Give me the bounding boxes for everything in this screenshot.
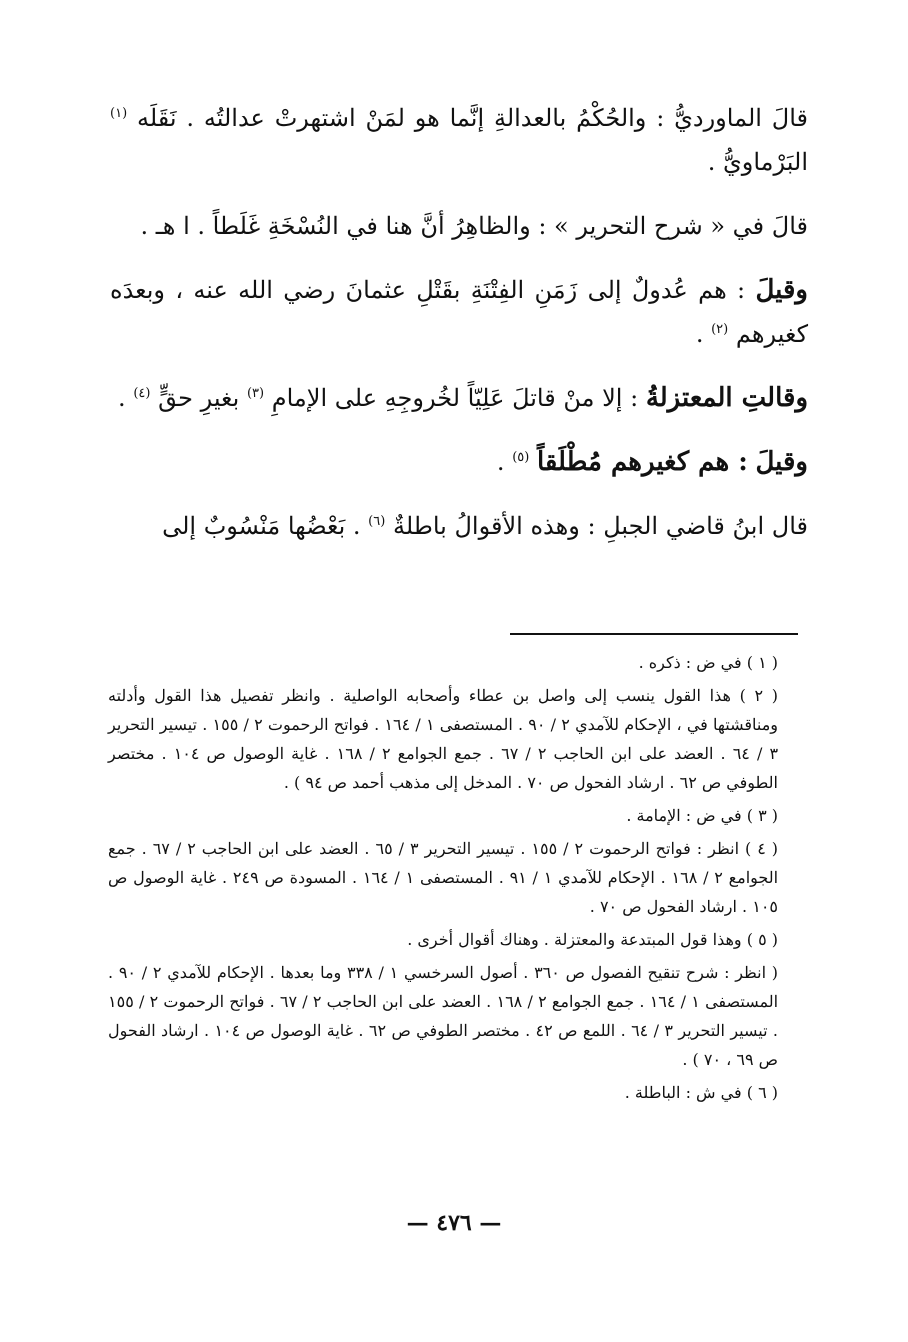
footnote-ref-2: (٢) [711,322,729,337]
paragraph-6 [110,504,808,548]
footnote-1: ( ١ ) في ض : ذكره . [638,653,778,672]
paragraph-3 [110,268,808,356]
paragraph-4 [110,376,808,420]
paragraph-4-tail: . [118,384,126,412]
footnote-ref-1: (١) [110,106,128,121]
paragraph-1-tail: البَرْماويُّ . [707,148,808,176]
footnote-ref-5: (٥) [512,450,530,465]
paragraph-5-lead: وقيلَ [755,447,808,477]
paragraph-2-text: قالَ في « شرح التحرير » : والظاهِرُ أنَّ هنا في النُسْخَةِ غَلَطاً . ا هـ . [140,212,808,240]
paragraph-4-mid: بغيرِ حقٍّ [158,384,240,412]
paragraph-1 [110,96,808,184]
paragraph-5-text: : هم كغيرهم مُطْلَقاً [536,447,748,477]
paragraph-4-lead: وقالتِ المعتزلةُ [645,383,808,413]
paragraph-5 [110,440,808,484]
paragraph-5-tail: . [496,448,505,476]
main-text [110,96,808,568]
footnote-4: ( ٤ ) انظر : فواتح الرحموت ٢ / ١٥٥ . تيسير التحرير ٣ / ٦٥ . العضد على ابن الحاجب ٢ / ٦٧ . جمع الجوامع ٢ / ١٦٨ . الإحكام للآمدي ١ / ٩١ . المستصفى ١ / ١٦٤ . المسودة ص ٢٤٩ . غاية الوصول ص ١٠٥ . ارشاد الفحول ص ٧٠ . [108,839,779,916]
paragraph-3-tail: . [695,320,704,348]
paragraph-6-text: قال ابنُ قاضي الجبلِ : وهذه الأقوالُ باطلةٌ [392,512,808,540]
footnote-2: ( ٢ ) هذا القول ينسب إلى واصل بن عطاء وأصحابه الواصلية . وانظر تفصيل هذا القول وأدلته ومناقشتها في ، الإحكام للآمدي ٢ / ٩٠ . المستصفى ١ / ١٦٤ . فواتح الرحموت ٢ / ١٥٥ . تيسير التحرير ٣ / ٦٤ . العضد على ابن الحاجب ٢ / ٦٧ . جمع الجوامع ٢ / ١٦٨ . غاية الوصول ص ١٠٤ . مختصر الطوفي ص ٦٢ . ارشاد الفحول ص ٧٠ . المدخل إلى مذهب أحمد ص ٩٤ ) . [108,686,779,792]
footnote-5: ( ٥ ) وهذا قول المبتدعة والمعتزلة . وهناك أقوال أخرى . [407,930,778,949]
footnote-6: ( ٦ ) في ش : الباطلة . [624,1083,778,1102]
paragraph-1-text: قالَ الماورديُّ : والحُكْمُ بالعدالةِ إنَّما هو لمَنْ اشتهرتْ عدالتُه . نَقَلَه [136,104,808,132]
paragraph-6-tail: . بَعْضُها مَنْسُوبٌ إلى [162,512,361,540]
footnote-separator [510,633,798,635]
footnote-3: ( ٣ ) في ض : الإمامة . [626,806,778,825]
paragraph-4-text: : إلا منْ قاتلَ عَلِيّاً لخُروجِهِ على الإمامِ [271,384,639,412]
paragraph-2 [110,204,808,248]
footnotes [108,648,798,1111]
footnote-ref-4: (٤) [133,386,151,401]
paragraph-3-text: : هم عُدولٌ إلى زَمَنِ الفِتْنَةِ بقَتْلِ عثمانَ رضي الله عنه ، وبعدَه كغيرهم [110,276,808,348]
footnote-ref-6: (٦) [368,514,386,529]
footnote-ref-3: (٣) [246,386,265,401]
paragraph-3-lead: وقيلَ [755,275,808,305]
footnote-5-continued: ( انظر : شرح تنقيح الفصول ص ٣٦٠ . أصول السرخسي ١ / ٣٣٨ وما بعدها . الإحكام للآمدي ٢ / ٩٠ . المستصفى ١ / ١٦٤ . جمع الجوامع ٢ / ١٦٨ . العضد على ابن الحاجب ٢ / ٦٧ . فواتح الرحموت ٢ / ١٥٥ . تيسير التحرير ٣ / ٦٤ . اللمع ص ٤٢ . مختصر الطوفي ص ٦٢ . غاية الوصول ص ١٠٤ . ارشاد الفحول ص ٦٩ ، ٧٠ ) . [108,963,779,1069]
page-number: — ٤٧٦ — [406,1210,502,1236]
